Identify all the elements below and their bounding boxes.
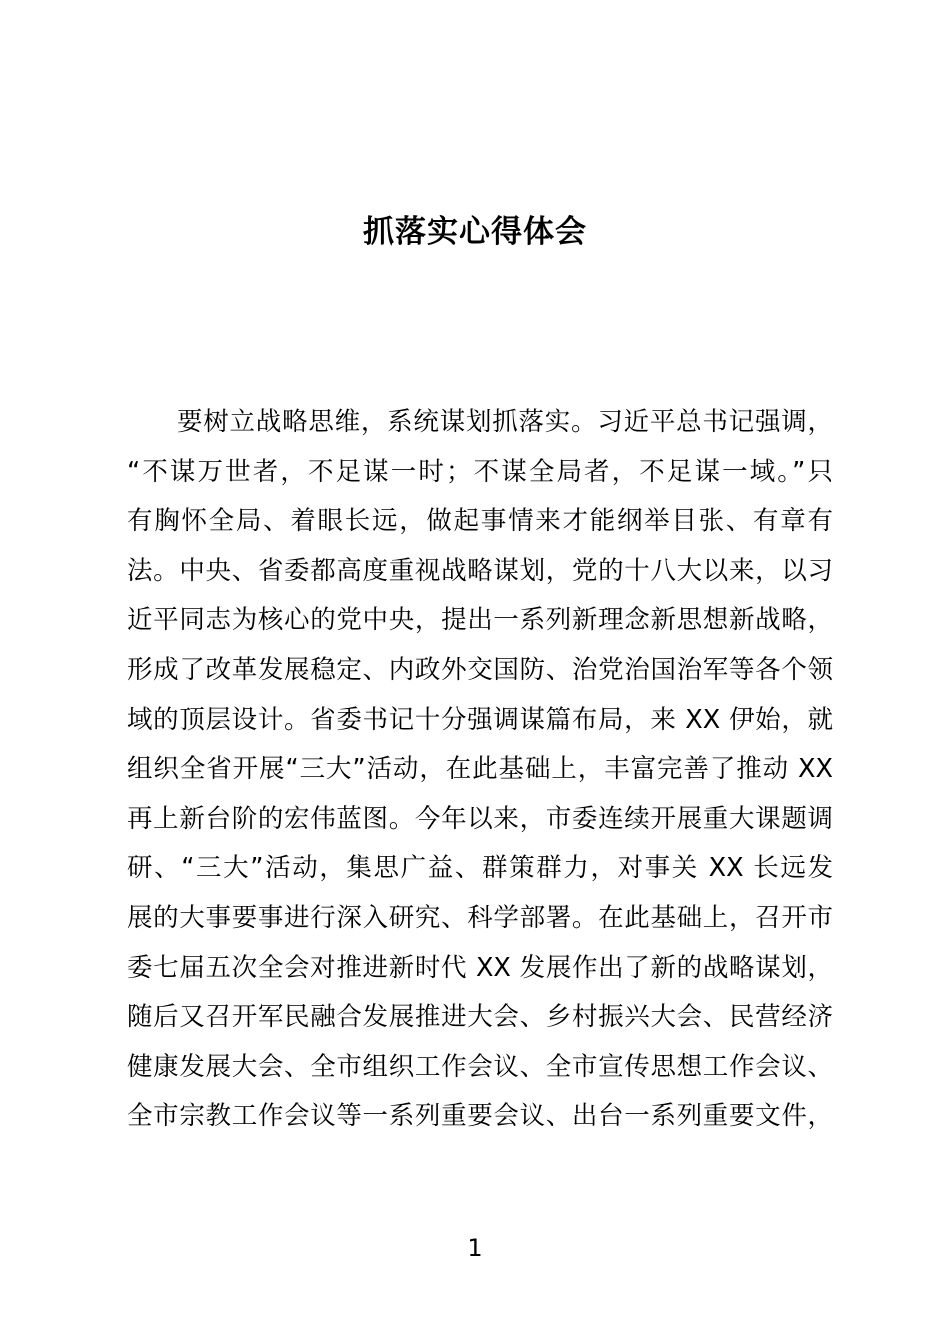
paragraph-line: “不谋万世者，不足谋一时；不谋全局者，不足谋一域。”只 (127, 456, 833, 487)
page-title: 抓落实心得体会 (363, 214, 587, 250)
paragraph-line: 委七届五次全会对推进新时代 XX 发展作出了新的战略谋划， (127, 952, 833, 983)
paragraph-line: 近平同志为核心的党中央，提出一系列新理念新思想新战略， (127, 605, 833, 636)
paragraph-line: 健康发展大会、全市组织工作会议、全市宣传思想工作会议、 (127, 1051, 833, 1082)
paragraph-line: 全市宗教工作会议等一系列重要会议、出台一系列重要文件， (127, 1101, 833, 1132)
paragraph-line: 研、“三大”活动，集思广益、群策群力，对事关 XX 长远发 (127, 853, 833, 884)
paragraph-line: 法。中央、省委都高度重视战略谋划，党的十八大以来，以习 (127, 555, 833, 586)
paragraph-line: 域的顶层设计。省委书记十分强调谋篇布局，来 XX 伊始，就 (127, 704, 833, 735)
page-number: 1 (467, 1234, 483, 1262)
paragraph-line: 再上新台阶的宏伟蓝图。今年以来，市委连续开展重大课题调 (127, 803, 833, 834)
paragraph-line: 组织全省开展“三大”活动，在此基础上，丰富完善了推动 XX (127, 754, 833, 785)
paragraph-line: 随后又召开军民融合发展推进大会、乡村振兴大会、民营经济 (127, 1002, 833, 1033)
paragraph-line: 展的大事要事进行深入研究、科学部署。在此基础上，召开市 (127, 902, 833, 933)
paragraph-line: 有胸怀全局、着眼长远，做起事情来才能纲举目张、有章有 (127, 506, 833, 537)
paragraph-line: 形成了改革发展稳定、内政外交国防、治党治国治军等各个领 (127, 654, 833, 685)
body-paragraph (127, 398, 833, 1142)
paragraph-line: 要树立战略思维，系统谋划抓落实。习近平总书记强调， (177, 407, 833, 437)
